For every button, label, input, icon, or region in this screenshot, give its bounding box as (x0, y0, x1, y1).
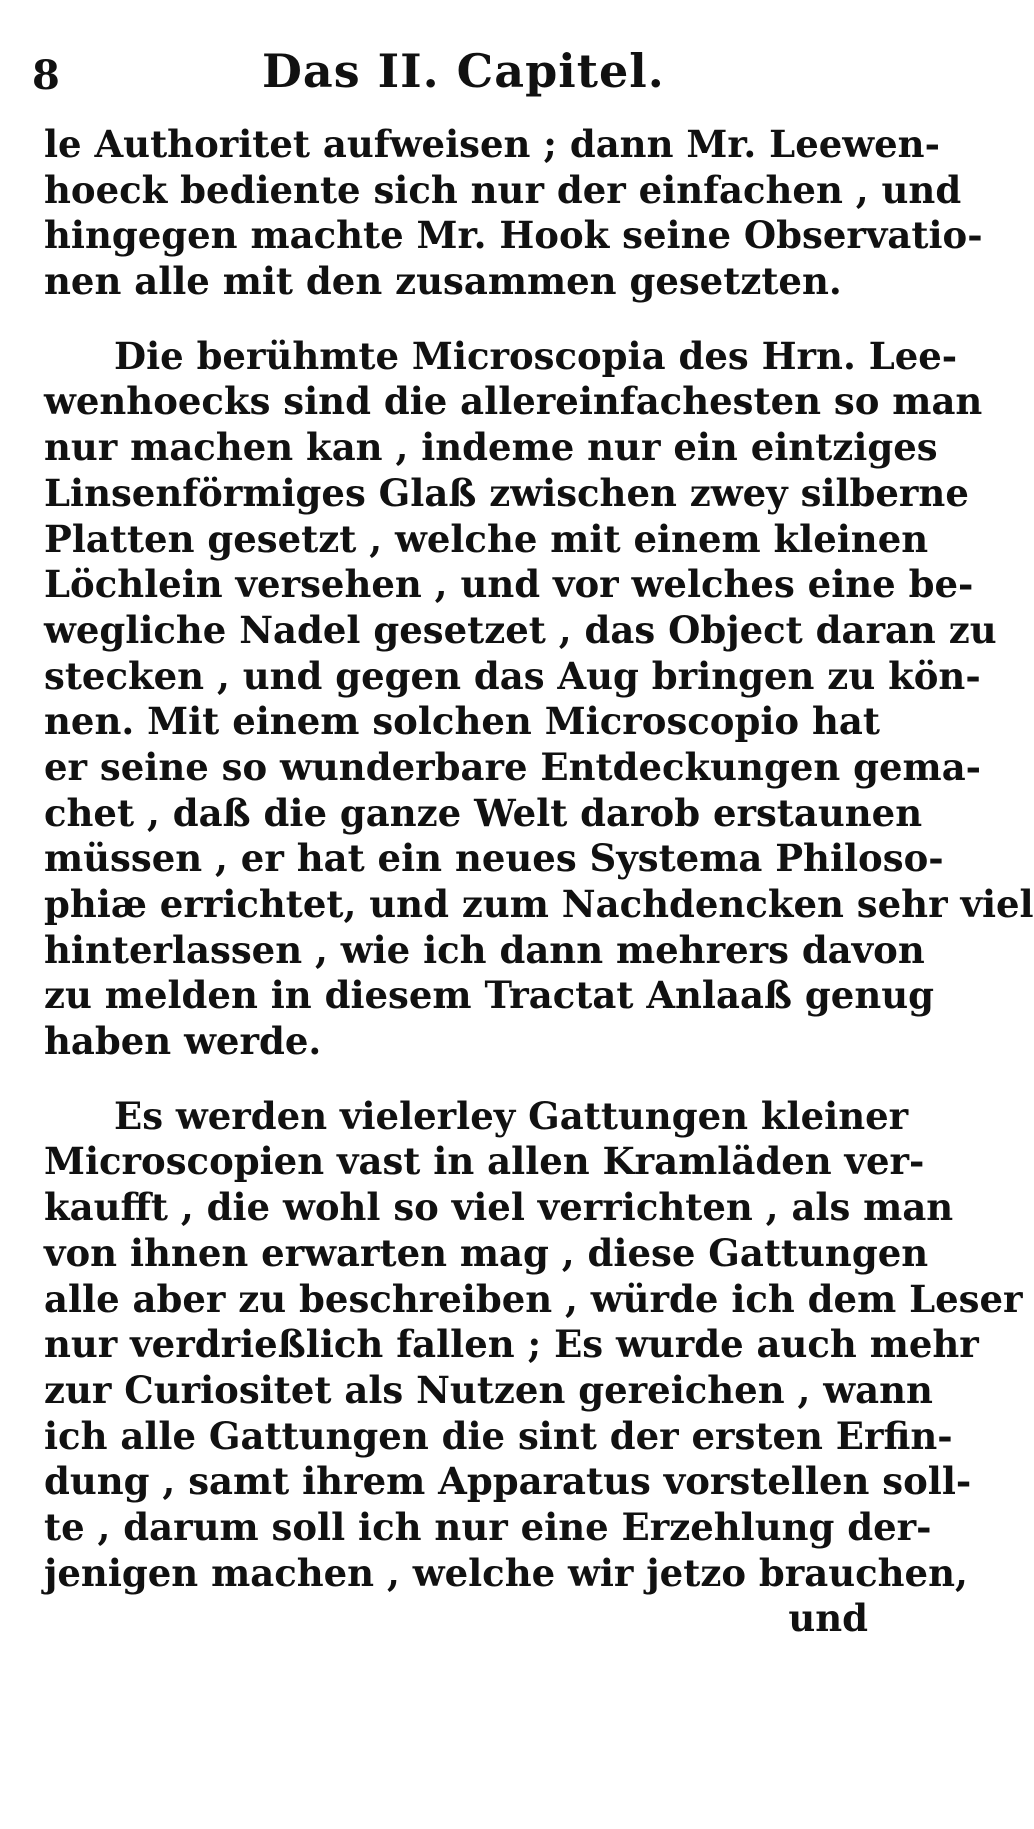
text-line: te , darum soll ich nur eine Erzehlung der- (44, 1504, 932, 1549)
text-line: nur verdrießlich fallen ; Es wurde auch mehr (44, 1322, 979, 1367)
text-line: phiæ errichtet, und zum Nachdencken sehr viel (44, 882, 1034, 926)
text-line: kaufft , die wohl so viel verrichten , als man (44, 1185, 954, 1230)
text-line: wegliche Nadel gesetzet , das Object daran zu (44, 607, 997, 652)
paragraph-2 (44, 333, 1034, 1065)
text-line: dung , samt ihrem Apparatus vorstellen soll- (44, 1459, 972, 1504)
text-line: er seine so wunderbare Entdeckungen gema- (44, 744, 982, 789)
paragraph-1 (44, 122, 983, 305)
text-line: Löchlein versehen , und vor welches eine be- (44, 562, 974, 607)
text-line: nur machen kan , indeme nur ein eintziges (44, 425, 938, 470)
text-line: Linsenförmiges Glaß zwischen zwey silberne (44, 470, 969, 515)
text-line: wenhoecks sind die allereinfachesten so man (44, 379, 983, 424)
text-line: stecken , und gegen das Aug bringen zu kön- (44, 653, 981, 698)
page-header (32, 44, 868, 108)
running-head: Das II. Capitel. (262, 44, 665, 98)
text-line: zu melden in diesem Tractat Anlaaß genug (44, 973, 935, 1018)
text-line: hoeck bediente sich nur der einfachen , und (44, 167, 962, 212)
text-line: chet , daß die ganze Welt darob erstaunen (44, 790, 923, 835)
text-line: alle aber zu beschreiben , würde ich dem Leser (44, 1276, 1023, 1321)
text-line: Microscopien vast in allen Kramläden ver- (44, 1139, 925, 1184)
text-line: nen alle mit den zusammen gesetzten. (44, 259, 842, 304)
text-line: von ihnen erwarten mag , diese Gattungen (44, 1230, 929, 1275)
text-line: nen. Mit einem solchen Microscopio hat (44, 699, 880, 744)
text-line: Es werden vielerley Gattungen kleiner (114, 1093, 909, 1138)
text-line: zur Curiositet als Nutzen gereichen , wann (44, 1367, 933, 1412)
text-line: hinterlassen , wie ich dann mehrers davon (44, 927, 925, 972)
text-line: Platten gesetzt , welche mit einem kleinen (44, 516, 929, 561)
catchword: und (788, 1596, 868, 1641)
text-line: Die berühmte Microscopia des Hrn. Lee- (114, 333, 958, 378)
text-line: jenigen machen , welche wir jetzo brauchen, (44, 1550, 968, 1595)
text-line: müssen , er hat ein neues Systema Philoso- (44, 836, 944, 881)
text-line: haben werde. (44, 1019, 322, 1064)
text-line: hingegen machte Mr. Hook seine Observatio- (44, 213, 983, 258)
text-line: le Authoritet aufweisen ; dann Mr. Leewen- (44, 122, 940, 166)
body-text (44, 122, 1034, 1642)
paragraph-3 (44, 1093, 1023, 1642)
page-number: 8 (32, 52, 60, 99)
text-line: ich alle Gattungen die sint der ersten Erfin- (44, 1413, 953, 1458)
